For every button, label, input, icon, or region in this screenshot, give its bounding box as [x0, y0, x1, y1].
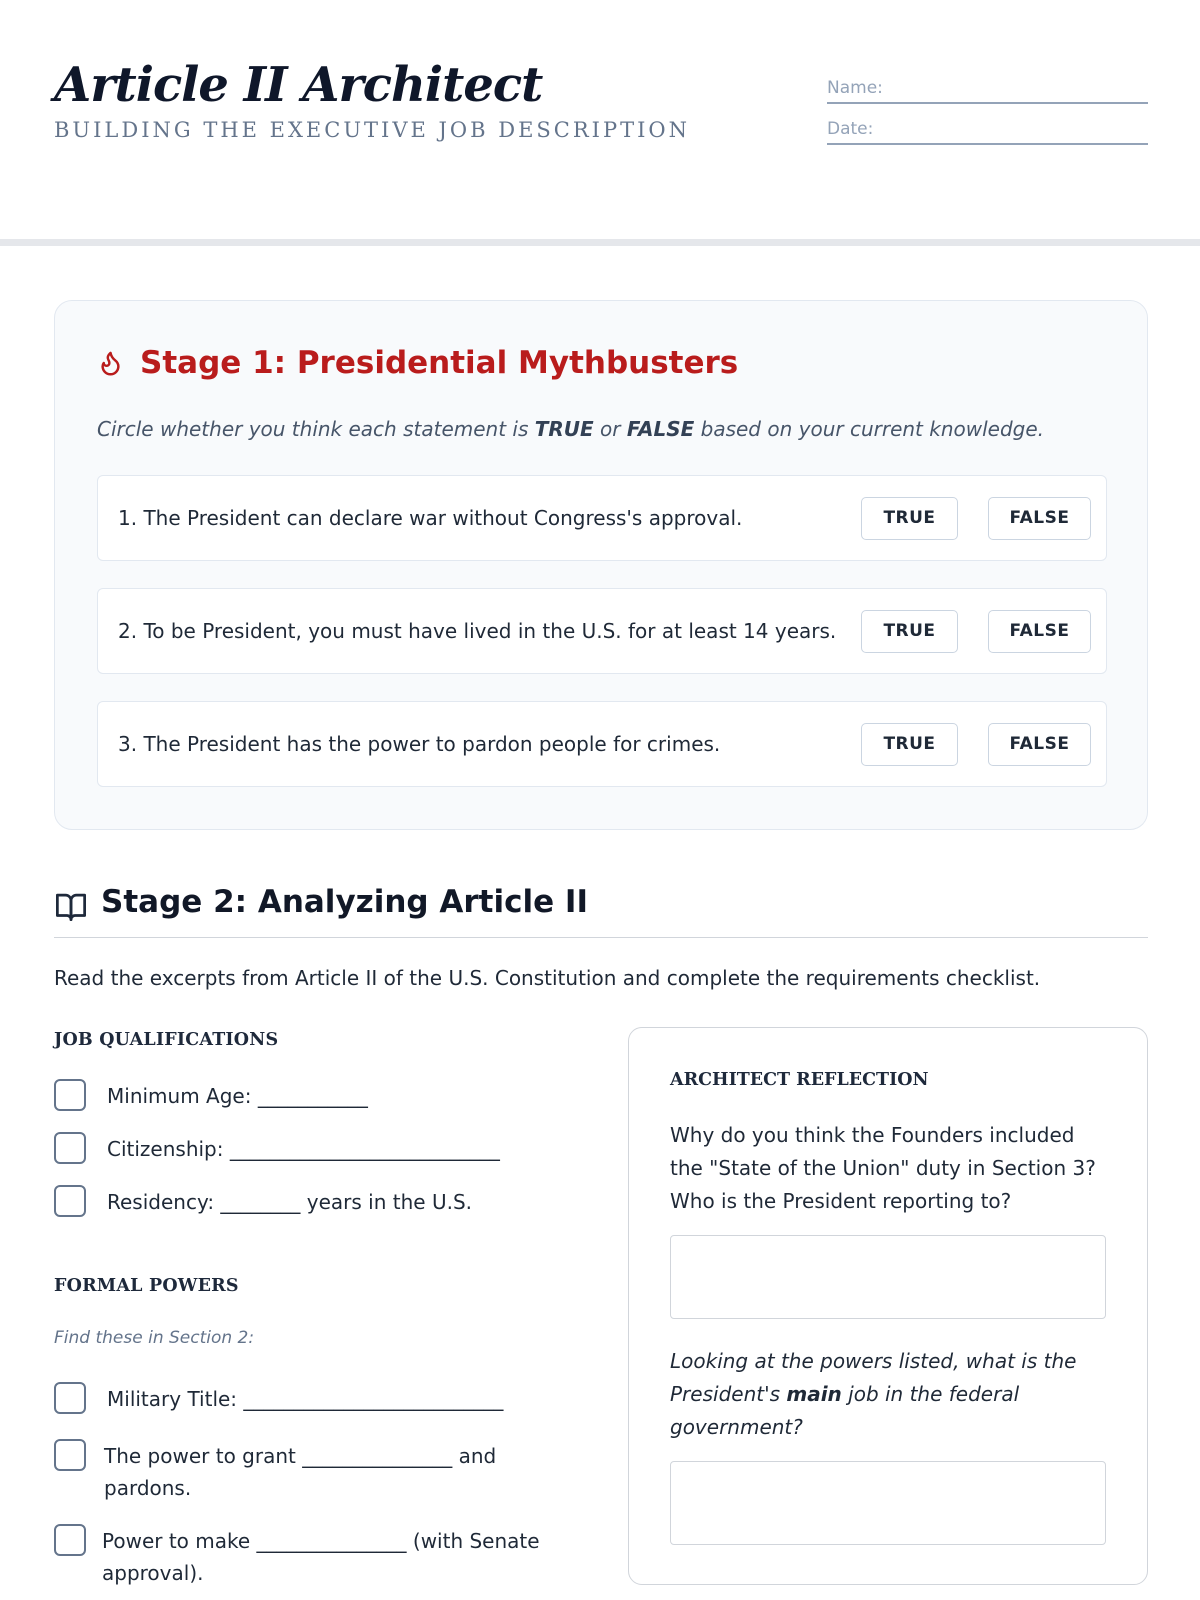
powers-note: Find these in Section 2: [54, 1328, 255, 1348]
page-title: Article II Architect [54, 57, 543, 113]
reflection-label: ARCHITECT REFLECTION [670, 1070, 929, 1090]
checkbox[interactable] [54, 1524, 86, 1556]
checklist-item-label: The power to grant _______________ and pardons. [104, 1444, 497, 1500]
book-icon [54, 891, 88, 921]
powers-label: FORMAL POWERS [54, 1276, 239, 1296]
stage1-instructions [97, 417, 1044, 441]
checkbox[interactable] [54, 1132, 86, 1164]
checklist-item-label: Power to make _______________ (with Senate approval). [102, 1529, 540, 1585]
checklist-item-label: Military Title: __________________________ [107, 1387, 504, 1411]
question2-emphasis: main [786, 1382, 842, 1406]
statement-text: 3. The President has the power to pardon people for crimes. [118, 732, 721, 756]
date-field[interactable] [827, 117, 1148, 145]
header-divider [0, 239, 1200, 246]
instructions-text-2: or [593, 417, 627, 441]
reflection-answer-2[interactable] [670, 1461, 1106, 1545]
stage1-card [54, 300, 1148, 830]
worksheet-header [54, 56, 1148, 166]
true-button[interactable]: TRUE [861, 497, 958, 540]
stage2-intro: Read the excerpts from Article II of the U.S. Constitution and complete the requirements checklist. [54, 966, 1041, 990]
instructions-false: FALSE [626, 417, 695, 441]
fire-icon [97, 348, 124, 378]
checkbox[interactable] [54, 1185, 86, 1217]
instructions-true: TRUE [534, 417, 594, 441]
true-button[interactable]: TRUE [861, 610, 958, 653]
reflection-question-2 [670, 1345, 1110, 1444]
false-button[interactable]: FALSE [988, 723, 1091, 766]
qualifications-label: JOB QUALIFICATIONS [54, 1030, 279, 1050]
page-subtitle: BUILDING THE EXECUTIVE JOB DESCRIPTION [54, 118, 690, 142]
stage2-heading [54, 884, 1148, 938]
student-info [827, 76, 1148, 158]
reflection-card [628, 1027, 1148, 1585]
statement-text: 1. The President can declare war without Congress's approval. [118, 506, 743, 530]
checklist-item-label: Citizenship: ___________________________ [107, 1137, 500, 1161]
reflection-question-1: Why do you think the Founders included the "State of the Union" duty in Section 3? Who is the President reporting to? [670, 1123, 1096, 1213]
checklist-item-label: Minimum Age: ___________ [107, 1084, 368, 1108]
false-button[interactable]: FALSE [988, 497, 1091, 540]
false-button[interactable]: FALSE [988, 610, 1091, 653]
date-label: Date: [827, 119, 874, 139]
checkbox[interactable] [54, 1439, 86, 1471]
statement-row [97, 588, 1107, 674]
checkbox[interactable] [54, 1382, 86, 1414]
stage1-title: Stage 1: Presidential Mythbusters [140, 345, 739, 381]
stage1-heading [97, 345, 738, 381]
statement-text: 2. To be President, you must have lived in the U.S. for at least 14 years. [118, 619, 837, 643]
statement-row [97, 475, 1107, 561]
checkbox[interactable] [54, 1079, 86, 1111]
stage2-title: Stage 2: Analyzing Article II [101, 884, 588, 920]
checklist-item-label: Residency: ________ years in the U.S. [107, 1190, 472, 1214]
instructions-text-3: based on your current knowledge. [694, 417, 1045, 441]
name-field[interactable] [827, 76, 1148, 104]
instructions-text-1: Circle whether you think each statement is [97, 417, 535, 441]
question2-text-2: job in the federal government? [670, 1382, 1020, 1439]
reflection-answer-1[interactable] [670, 1235, 1106, 1319]
true-button[interactable]: TRUE [861, 723, 958, 766]
question2-text-1: Looking at the powers listed, what is the President's [670, 1349, 1077, 1406]
statement-row [97, 701, 1107, 787]
name-label: Name: [827, 78, 883, 98]
